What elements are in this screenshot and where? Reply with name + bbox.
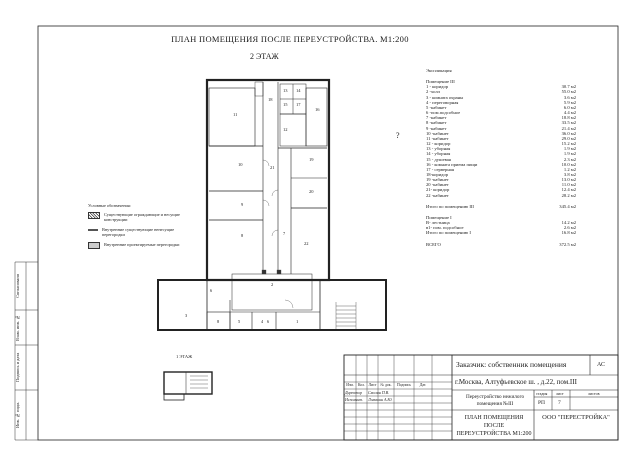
room-list-I xyxy=(426,220,576,230)
room-number-21: 21 xyxy=(270,166,275,170)
room-name: 1 - коридор xyxy=(426,84,449,90)
room-name: 19 -кабинет xyxy=(426,177,449,183)
room-number-3: 3 xyxy=(185,314,188,318)
room-number-15: 15 xyxy=(283,103,288,107)
room-area: 18.8 м2 xyxy=(561,115,576,121)
room-name: 3 - комната охраны xyxy=(426,94,464,100)
room-area: 10.0 м2 xyxy=(561,161,576,167)
stair-top xyxy=(255,82,263,96)
question-mark: ? xyxy=(396,131,400,140)
room-I-name: В- лестница xyxy=(426,220,450,226)
stamp-code: АС xyxy=(597,362,606,368)
side-label-3: Подпись и дата xyxy=(15,352,20,383)
room-area: 29.0 м2 xyxy=(561,135,576,141)
room-name: 13 - уборная xyxy=(426,146,451,152)
room-area: 55.0 м2 xyxy=(561,89,576,95)
total-I-label: Итого по помещению I xyxy=(426,230,471,236)
room-area: 13.0 м2 xyxy=(561,177,576,183)
room-area: 33.5 м2 xyxy=(561,120,576,126)
stamp-stage-header: стадия xyxy=(536,391,548,396)
room-name: 18-коридор xyxy=(426,171,449,177)
room-number-2: 2 xyxy=(271,283,274,287)
room-area: 6.0 м2 xyxy=(563,104,576,110)
stamp-name-2: Ломакин А.Ю. xyxy=(368,397,393,402)
room-number-14: 14 xyxy=(296,89,301,93)
hatch-swatch-icon xyxy=(88,212,100,219)
room-name: 6 -пом.подсобное xyxy=(426,110,461,116)
legend-text-3: Внутренние проектируемые перегородки xyxy=(104,242,180,247)
grand-total-value: 372.5 м2 xyxy=(559,241,576,247)
room-number-1: 1 xyxy=(296,320,299,324)
room-area: 3.6 м2 xyxy=(563,94,576,100)
room-number-13: 13 xyxy=(283,89,288,93)
explication-title: Экспликация xyxy=(426,68,452,73)
solid-line-swatch-icon xyxy=(88,229,98,231)
room-name: 15 - душевая xyxy=(426,156,451,162)
room-name: 7 -кабинет xyxy=(426,115,447,121)
room-11-outline xyxy=(209,88,255,146)
room-number-19: 19 xyxy=(309,158,314,162)
room-name: 9 -кабинет xyxy=(426,125,447,131)
room-name: 16 - комната приема пищи xyxy=(426,161,478,167)
room-area: 1.9 м2 xyxy=(563,146,576,152)
room-area: 1.9 м2 xyxy=(563,151,576,157)
stamp-col-header: № док. xyxy=(380,383,392,387)
room-area: 3.8 м2 xyxy=(563,171,576,177)
room-area: 5.9 м2 xyxy=(563,99,576,105)
group1-title: Помещение I xyxy=(426,214,452,220)
room-number-6b: 6 xyxy=(210,289,213,293)
explication-table xyxy=(426,68,576,247)
legend-item-partitions xyxy=(88,227,198,237)
room-name: 22 -кабинет xyxy=(426,192,449,198)
side-label-1: Согласовано xyxy=(15,273,20,299)
room-number-20: 20 xyxy=(309,190,314,194)
room-name: 2 -холл xyxy=(426,89,440,95)
stamp-stage-value: РП xyxy=(538,400,546,406)
room-number-8: 8 xyxy=(241,234,244,238)
room-area: 15.2 м2 xyxy=(561,141,576,147)
room-area: 12.4 м2 xyxy=(561,187,576,193)
first-floor-plan xyxy=(164,372,212,400)
room-number-18: 18 xyxy=(268,98,273,102)
grand-total-row xyxy=(426,242,576,247)
outer-wall xyxy=(207,80,329,280)
room-number-8b: 8 xyxy=(217,320,220,324)
legend-title: Условные обозначения: xyxy=(88,203,131,208)
room-number-16: 16 xyxy=(315,108,320,112)
legend-text-2: Внутренние существующие ненесущие перегородки xyxy=(102,227,175,237)
stamp-name-1: Смолин П.В. xyxy=(368,390,390,395)
total-III-label: Итого по помещению III xyxy=(426,203,474,209)
first-floor-label: 1 ЭТАЖ xyxy=(176,354,193,359)
total-III-value: 345.4 м2 xyxy=(559,203,576,209)
drawing-title: ПЛАН ПОМЕЩЕНИЯ ПОСЛЕ ПЕРЕУСТРОЙСТВА. М1:200 xyxy=(171,34,409,44)
room-number-12: 12 xyxy=(283,128,288,132)
room-number-7: 7 xyxy=(283,232,286,236)
room-area: 2.3 м2 xyxy=(563,156,576,162)
room-area: 21.4 м2 xyxy=(561,125,576,131)
room-16-outline xyxy=(306,88,327,146)
stamp-col-header: Лист xyxy=(368,383,377,387)
dotted-swatch-icon xyxy=(88,242,100,249)
room-number-6: 6 xyxy=(267,320,270,324)
room-area: 4.4 м2 xyxy=(563,110,576,116)
room-number-4: 4 xyxy=(261,320,264,324)
room-name: 14 - уборная xyxy=(426,151,451,157)
side-label-4: Инв. № подл. xyxy=(15,401,20,429)
stamp-col-header: Дат. xyxy=(419,383,427,387)
stamp-col-header: Подпись xyxy=(397,383,411,387)
stamp-column-headers xyxy=(344,383,452,389)
grand-total-label: ВСЕГО xyxy=(426,241,441,247)
room-number-5: 5 xyxy=(238,320,241,324)
stamp-col-header: Изм. xyxy=(346,383,354,387)
stamp-customer: Заказчик: собственник помещения xyxy=(456,360,567,369)
stamp-sheet-value: 7 xyxy=(558,400,561,406)
legend-item-new-partitions xyxy=(88,242,198,249)
stamp-sheet-header: лист xyxy=(556,391,564,396)
room-name: 11 -кабинет xyxy=(426,135,449,141)
room-number-22: 22 xyxy=(304,242,309,246)
room-list-III xyxy=(426,84,576,197)
room-number-9: 9 xyxy=(241,203,244,207)
stamp-col-header: Кол. xyxy=(357,383,366,387)
floor-label: 2 ЭТАЖ xyxy=(250,52,279,61)
stamp-sheets-header: листов xyxy=(588,391,600,396)
stamp-role-2: Исполнит. xyxy=(345,397,364,402)
plan-details xyxy=(262,160,293,308)
room-area: 28.2 м2 xyxy=(561,192,576,198)
room-area: 30.7 м2 xyxy=(561,84,576,90)
stamp-project: Переустройство нежилого помещения №III xyxy=(465,394,525,407)
legend xyxy=(88,203,198,254)
room-name: 21- коридор xyxy=(426,187,450,193)
room-number-11: 11 xyxy=(233,113,238,117)
room-number-10: 10 xyxy=(238,163,243,167)
room-area: 11.0 м2 xyxy=(561,182,576,188)
room-I-area: 14.2 м2 xyxy=(561,220,576,226)
room-number-17: 17 xyxy=(296,103,301,107)
legend-text-1: Существующие ограждающие и несущие конструкции xyxy=(104,212,180,222)
stair-right xyxy=(336,302,356,330)
plan-upper-block xyxy=(207,80,329,280)
room-I-area: 2.6 м2 xyxy=(563,225,576,231)
room-name: 10 -кабинет xyxy=(426,130,449,136)
room-I-name: в1- пом. подсобное xyxy=(426,225,464,231)
total-I-value: 16.8 м2 xyxy=(561,230,576,236)
room-name: 17 - серверная xyxy=(426,166,454,172)
room-area: 36.0 м2 xyxy=(561,130,576,136)
room-name: 5 -кабинет xyxy=(426,104,447,110)
stamp-address: г.Москва, Алтуфьевское ш. , д.22, пом.III xyxy=(455,378,577,386)
legend-item-bearing xyxy=(88,212,198,222)
room-name: 12 - коридор xyxy=(426,141,451,147)
side-label-2: Взам. инв. № xyxy=(15,314,20,341)
room-area: 1.2 м2 xyxy=(563,166,576,172)
room-name: 8 -кабинет xyxy=(426,120,447,126)
stamp-role-1: Директор xyxy=(345,390,363,395)
lower-outer-wall xyxy=(158,280,386,330)
room-name: 20 -кабинет xyxy=(426,182,449,188)
stamp-sheet-title: ПЛАН ПОМЕЩЕНИЯ ПОСЛЕ ПЕРЕУСТРОЙСТВА М1:200 xyxy=(456,415,532,437)
room-name: 4 - переговорная xyxy=(426,99,459,105)
stamp-company: ООО "ПЕРЕСТРОЙКА" xyxy=(542,414,610,421)
group3-title: Помещение III xyxy=(426,79,455,85)
